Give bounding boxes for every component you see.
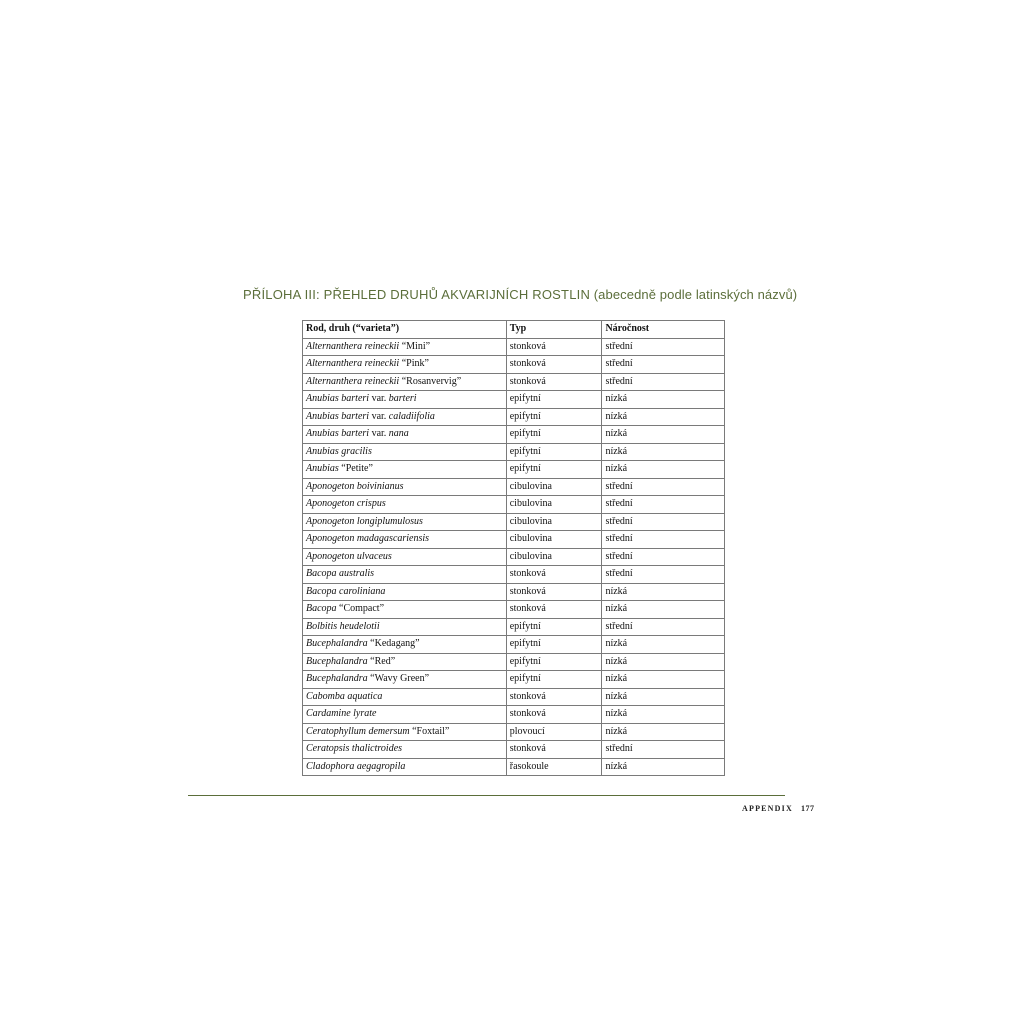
cell-difficulty: střední xyxy=(602,618,725,636)
species-name-suffix: “Pink” xyxy=(399,358,429,370)
table-row xyxy=(303,758,725,776)
cell-type: epifytní xyxy=(506,636,602,654)
species-name-italic: Anubias barteri xyxy=(306,428,370,440)
cell-difficulty: nízká xyxy=(602,636,725,654)
species-name-suffix: var. xyxy=(369,428,389,440)
cell-type: plovoucí xyxy=(506,723,602,741)
cell-species-name xyxy=(303,723,507,741)
species-name-italic: Bucephalandra xyxy=(306,638,368,650)
species-name-suffix: “Foxtail” xyxy=(409,725,450,737)
cell-type: řasokoule xyxy=(506,758,602,776)
appendix-heading xyxy=(243,287,797,302)
species-name-italic: Anubias barteri xyxy=(306,410,370,422)
header-difficulty: Náročnost xyxy=(602,321,725,339)
heading-caps: PŘÍLOHA III: PŘEHLED DRUHŮ AKVARIJNÍCH ROSTLIN xyxy=(243,287,591,302)
cell-difficulty: nízká xyxy=(602,583,725,601)
table-row xyxy=(303,478,725,496)
cell-difficulty: střední xyxy=(602,496,725,514)
cell-difficulty: nízká xyxy=(602,391,725,409)
cell-difficulty: nízká xyxy=(602,408,725,426)
cell-species-name xyxy=(303,688,507,706)
table-row xyxy=(303,601,725,619)
heading-subtitle: (abecedně podle latinských názvů) xyxy=(590,287,798,302)
cell-type: epifytní xyxy=(506,461,602,479)
cell-species-name xyxy=(303,601,507,619)
species-name-suffix: var. xyxy=(369,393,389,405)
table-row xyxy=(303,688,725,706)
cell-difficulty: nízká xyxy=(602,601,725,619)
variety-name-italic: barteri xyxy=(388,393,417,405)
species-name-italic: Aponogeton madagascariensis xyxy=(306,533,430,545)
cell-difficulty: nízká xyxy=(602,443,725,461)
cell-type: epifytní xyxy=(506,653,602,671)
cell-species-name xyxy=(303,758,507,776)
table-row xyxy=(303,636,725,654)
cell-difficulty: střední xyxy=(602,741,725,759)
cell-species-name xyxy=(303,408,507,426)
table-row xyxy=(303,566,725,584)
table-row xyxy=(303,741,725,759)
cell-type: epifytní xyxy=(506,443,602,461)
cell-type: cibulovina xyxy=(506,478,602,496)
cell-type: epifytní xyxy=(506,671,602,689)
cell-species-name xyxy=(303,513,507,531)
species-name-italic: Alternanthera reineckii xyxy=(306,358,400,370)
cell-species-name xyxy=(303,653,507,671)
cell-type: epifytní xyxy=(506,391,602,409)
cell-species-name xyxy=(303,671,507,689)
species-name-italic: Ceratopsis thalictroides xyxy=(306,743,403,755)
cell-type: cibulovina xyxy=(506,513,602,531)
species-name-italic: Alternanthera reineckii xyxy=(306,340,400,352)
cell-species-name xyxy=(303,618,507,636)
cell-type: stonková xyxy=(506,338,602,356)
species-name-italic: Bucephalandra xyxy=(306,673,368,685)
species-name-italic: Anubias gracilis xyxy=(306,445,372,457)
cell-species-name xyxy=(303,496,507,514)
footer-rule xyxy=(188,795,785,796)
species-name-italic: Aponogeton boivinianus xyxy=(306,480,404,492)
cell-difficulty: nízká xyxy=(602,671,725,689)
cell-difficulty: střední xyxy=(602,373,725,391)
species-name-italic: Anubias barteri xyxy=(306,393,370,405)
table-row xyxy=(303,653,725,671)
table-row xyxy=(303,548,725,566)
cell-difficulty: střední xyxy=(602,356,725,374)
cell-type: stonková xyxy=(506,741,602,759)
cell-species-name xyxy=(303,531,507,549)
cell-type: stonková xyxy=(506,566,602,584)
page-number: 177 xyxy=(800,804,815,813)
cell-type: stonková xyxy=(506,583,602,601)
table-row xyxy=(303,461,725,479)
cell-type: epifytní xyxy=(506,408,602,426)
cell-type: epifytní xyxy=(506,426,602,444)
cell-difficulty: nízká xyxy=(602,461,725,479)
cell-type: stonková xyxy=(506,688,602,706)
table-row xyxy=(303,531,725,549)
species-name-suffix: “Red” xyxy=(367,655,396,667)
cell-type: epifytní xyxy=(506,618,602,636)
table-body xyxy=(303,338,725,776)
cell-difficulty: nízká xyxy=(602,723,725,741)
cell-species-name xyxy=(303,636,507,654)
page-footer xyxy=(742,804,814,813)
cell-species-name xyxy=(303,583,507,601)
species-name-italic: Cardamine lyrate xyxy=(306,708,377,720)
cell-species-name xyxy=(303,373,507,391)
cell-type: stonková xyxy=(506,601,602,619)
table-row xyxy=(303,443,725,461)
cell-species-name xyxy=(303,443,507,461)
species-name-suffix: “Petite” xyxy=(338,463,373,475)
cell-species-name xyxy=(303,426,507,444)
cell-species-name xyxy=(303,478,507,496)
table-row xyxy=(303,618,725,636)
table-row xyxy=(303,706,725,724)
cell-species-name xyxy=(303,741,507,759)
species-name-italic: Aponogeton crispus xyxy=(306,498,386,510)
species-name-suffix: “Rosanvervig” xyxy=(399,375,462,387)
species-name-italic: Bacopa australis xyxy=(306,568,375,580)
cell-difficulty: nízká xyxy=(602,653,725,671)
cell-difficulty: střední xyxy=(602,478,725,496)
cell-difficulty: nízká xyxy=(602,688,725,706)
cell-difficulty: střední xyxy=(602,531,725,549)
cell-species-name xyxy=(303,356,507,374)
table-row xyxy=(303,408,725,426)
cell-type: stonková xyxy=(506,356,602,374)
species-name-italic: Alternanthera reineckii xyxy=(306,375,400,387)
table-row xyxy=(303,723,725,741)
table-header-row xyxy=(303,321,725,339)
cell-difficulty: střední xyxy=(602,513,725,531)
species-name-italic: Cladophora aegagropila xyxy=(306,760,406,772)
species-name-suffix: “Kedagang” xyxy=(367,638,420,650)
table-row xyxy=(303,426,725,444)
cell-difficulty: nízká xyxy=(602,758,725,776)
cell-type: cibulovina xyxy=(506,531,602,549)
table-row xyxy=(303,391,725,409)
species-name-italic: Bolbitis heudelotii xyxy=(306,620,380,632)
table-row xyxy=(303,496,725,514)
species-name-italic: Anubias xyxy=(306,463,339,475)
table-row xyxy=(303,513,725,531)
cell-difficulty: střední xyxy=(602,566,725,584)
footer-section-label: APPENDIX xyxy=(742,804,793,813)
species-name-italic: Aponogeton ulvaceus xyxy=(306,550,392,562)
table-row xyxy=(303,338,725,356)
variety-name-italic: nana xyxy=(388,428,409,440)
species-name-suffix: “Compact” xyxy=(336,603,385,615)
table-row xyxy=(303,356,725,374)
cell-type: cibulovina xyxy=(506,548,602,566)
header-name: Rod, druh (“varieta”) xyxy=(303,321,507,339)
cell-species-name xyxy=(303,566,507,584)
species-name-italic: Bacopa caroliniana xyxy=(306,585,386,597)
species-name-italic: Bacopa xyxy=(306,603,337,615)
table-row xyxy=(303,373,725,391)
species-name-suffix: “Wavy Green” xyxy=(367,673,430,685)
cell-species-name xyxy=(303,548,507,566)
cell-difficulty: střední xyxy=(602,548,725,566)
cell-species-name xyxy=(303,338,507,356)
cell-difficulty: nízká xyxy=(602,706,725,724)
cell-type: stonková xyxy=(506,706,602,724)
cell-type: stonková xyxy=(506,373,602,391)
cell-species-name xyxy=(303,461,507,479)
variety-name-italic: caladiifolia xyxy=(388,410,435,422)
cell-difficulty: nízká xyxy=(602,426,725,444)
species-name-suffix: “Mini” xyxy=(399,340,431,352)
plants-table xyxy=(302,320,725,776)
cell-type: cibulovina xyxy=(506,496,602,514)
table-row xyxy=(303,583,725,601)
species-name-italic: Ceratophyllum demersum xyxy=(306,725,410,737)
species-name-italic: Aponogeton longiplumulosus xyxy=(306,515,423,527)
header-type: Typ xyxy=(506,321,602,339)
cell-species-name xyxy=(303,706,507,724)
species-name-italic: Bucephalandra xyxy=(306,655,368,667)
species-name-suffix: var. xyxy=(369,410,389,422)
cell-difficulty: střední xyxy=(602,338,725,356)
cell-species-name xyxy=(303,391,507,409)
table-row xyxy=(303,671,725,689)
species-name-italic: Cabomba aquatica xyxy=(306,690,383,702)
